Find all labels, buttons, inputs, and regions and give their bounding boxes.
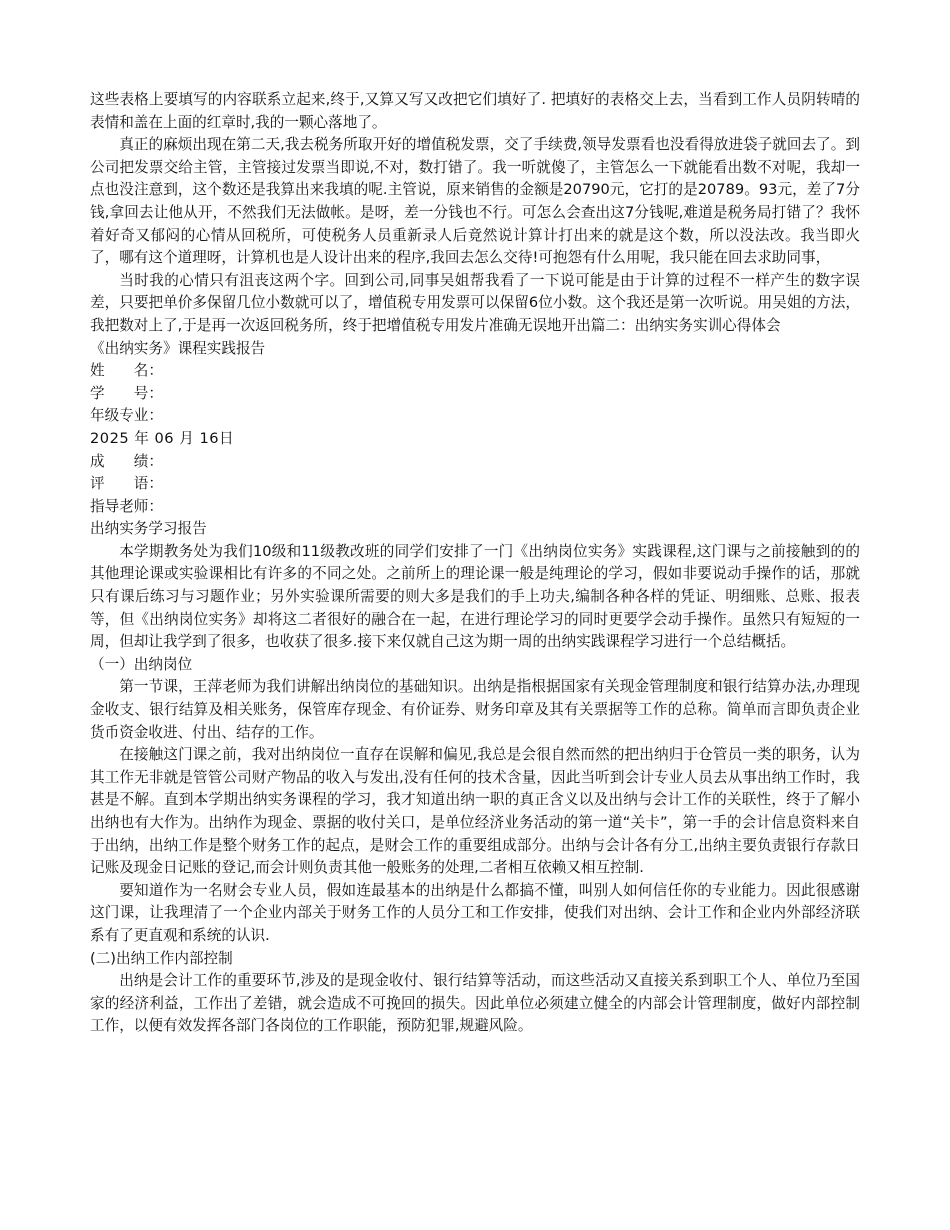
field-student-id: 学 号： <box>90 384 163 402</box>
document-page <box>90 89 860 1038</box>
section1-paragraph: 在接触这门课之前，我对出纳岗位一直存在误解和偏见,我总是会很自然而然的把出纳归于仓管员一类的职务，认为其工作无非就是管管公司财产物品的收入与发出,没有任何的技术含量，因此当听到会计专业人员去从事出纳工作时，我甚是不解。直到本学期出纳实务课程的学习，我才知道出纳一职的真正含义以及出纳与会计工作的关联性，终于了解小出纳也有大作为。出纳作为现金、票据的收付关口，是单位经济业务活动的第一道“关卡”，第一手的会计信息资料来自于出纳，出纳工作是整个财务工作的起点，是财会工作的重要组成部分。出纳与会计各有分工,出纳主要负责银行存款日记账及现金日记账的登记,而会计则负责其他一般账务的处理,二者相互依赖又相互控制. <box>90 746 860 877</box>
field-name: 姓 名： <box>90 362 163 380</box>
field-grade-major: 年级专业： <box>90 407 163 425</box>
report-title: 《出纳实务》课程实践报告 <box>90 339 266 357</box>
section-heading-2: (二)出纳工作内部控制 <box>90 949 233 967</box>
paragraph-intro: 本学期教务处为我们10级和11级教改班的同学们安排了一门《出纳岗位实务》实践课程,这门课与之前接触到的的其他理论课或实验课相比有许多的不同之处。之前所上的理论课一般是纯理论的学习，假如非要说动手操作的话，那就只有课后练习与习题作业；另外实验课所需要的则大多是我们的手上功夫,编制各种各样的凭证、明细账、总账、报表等，但《出纳岗位实务》却将这二者很好的融合在一起，在进行理论学习的同时更要学会动手操作。虽然只有短短的一周，但却让我学到了很多，也收获了很多.接下来仅就自己这为期一周的出纳实践课程学习进行一个总结概括。 <box>90 542 860 651</box>
paragraph-resolution: 当时我的心情只有沮丧这两个字。回到公司,同事吴姐帮我看了一下说可能是由于计算的过程不一样产生的数字误差，只要把单价多保留几位小数就可以了，增值税专用发票可以保留6位小数。这个我还是第一次听说。用吴姐的方法，我把数对上了,于是再一次返回税务所，终于把增值税专用发片准确无误地开出篇二：出纳实务实训心得体会 <box>90 271 860 334</box>
section-heading-1: （一）出纳岗位 <box>90 655 193 673</box>
field-advisor: 指导老师： <box>90 497 163 515</box>
field-score: 成 绩： <box>90 452 163 470</box>
report-subtitle: 出纳实务学习报告 <box>90 520 207 538</box>
paragraph-continuation: 这些表格上要填写的内容联系立起来,终于,又算又写又改把它们填好了. 把填好的表格交上去，当看到工作人员阴转晴的表情和盖在上面的红章时,我的一颗心落地了。 <box>90 91 860 131</box>
section1-paragraph: 第一节课，王萍老师为我们讲解出纳岗位的基础知识。出纳是指根据国家有关现金管理制度和银行结算办法,办理现金收支、银行结算及相关账务，保管库存现金、有价证券、财务印章及其有关票据等工作的总称。简单而言即负责企业货币资金收进、付出、结存的工作。 <box>90 678 860 741</box>
section1-paragraph: 要知道作为一名财会专业人员，假如连最基本的出纳是什么都搞不懂，叫别人如何信任你的专业能力。因此很感谢这门课，让我理清了一个企业内部关于财务工作的人员分工和工作安排，使我们对出纳、会计工作和企业内外部经济联系有了更直观和系统的认识. <box>90 881 860 944</box>
section2-paragraph: 出纳是会计工作的重要环节,涉及的是现金收付、银行结算等活动，而这些活动又直接关系到职工个人、单位乃至国家的经济利益，工作出了差错，就会造成不可挽回的损失。因此单位必须建立健全的内部会计管理制度，做好内部控制工作，以便有效发挥各部门各岗位的工作职能，预防犯罪,规避风险。 <box>90 972 860 1035</box>
field-date: 2025 年 06 月 16日 <box>90 429 235 447</box>
field-comment: 评 语： <box>90 475 163 493</box>
paragraph-invoice-trouble: 真正的麻烦出现在第二天,我去税务所取开好的增值税发票，交了手续费,领导发票看也没看得放进袋子就回去了。到公司把发票交给主管，主管接过发票当即说,不对，数打错了。我一听就傻了，主管怎么一下就能看出数不对呢，我却一点也没注意到，这个数还是我算出来我填的呢.主管说，原来销售的金额是20790元，它打的是20789。93元，差了7分钱,拿回去让他从开，不然我们无法做帐。是呀，差一分钱也不行。可怎么会查出这7分钱呢,难道是税务局打错了？我怀着好奇又郁闷的心情从回税所，可使税务人员重新录人后竟然说计算计打出来的就是这个数，所以没法改。我当即火了，哪有这个道理呀，计算机也是人设计出来的程序,我回去怎么交待!可抱怨有什么用呢，我只能在回去求助同事， <box>90 136 860 267</box>
